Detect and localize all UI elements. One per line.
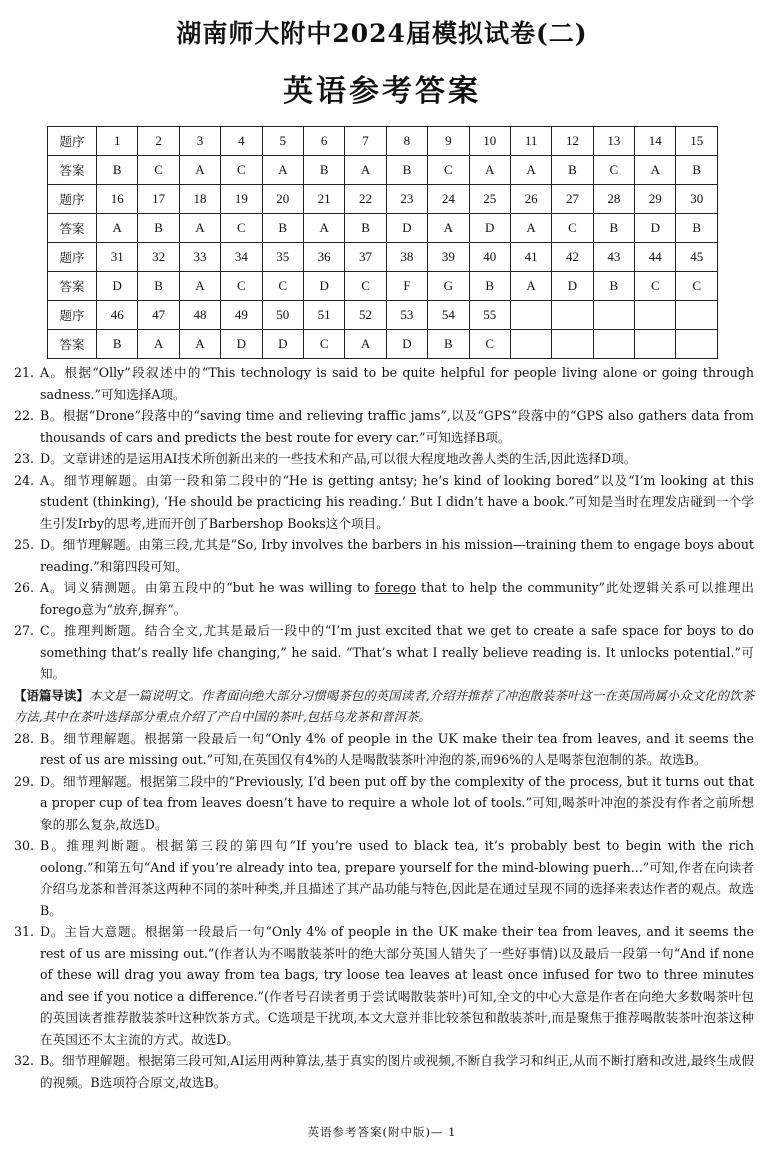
- question-number-cell: 49: [221, 301, 262, 330]
- question-number-cell: 19: [221, 185, 262, 214]
- answer-cell: D: [97, 272, 138, 301]
- answer-cell: [510, 330, 551, 359]
- row-label: 题序: [48, 243, 97, 272]
- question-number-cell: 2: [138, 127, 179, 156]
- question-number-cell: 37: [345, 243, 386, 272]
- answer-cell: G: [428, 272, 469, 301]
- question-number-cell: 13: [593, 127, 634, 156]
- explanation-28: [14, 728, 754, 771]
- answer-cell: B: [469, 272, 510, 301]
- row-label: 答案: [48, 272, 97, 301]
- item-number: 31.: [14, 924, 35, 939]
- answer-cell: B: [138, 272, 179, 301]
- question-number-row: [48, 127, 718, 156]
- answer-cell: B: [138, 214, 179, 243]
- question-number-cell: 55: [469, 301, 510, 330]
- answer-cell: A: [97, 214, 138, 243]
- item-number: 22.: [14, 408, 35, 423]
- item-number: 28.: [14, 730, 35, 746]
- answer-cell: C: [469, 330, 510, 359]
- question-number-cell: 27: [552, 185, 593, 214]
- question-number-cell: [552, 301, 593, 330]
- answer-cell: A: [469, 156, 510, 185]
- answer-cell: B: [97, 330, 138, 359]
- answer-row: [48, 214, 718, 243]
- answer-cell: [676, 330, 718, 359]
- item-text: B。根据“Drone”段落中的“saving time and relieving traffic jams”,以及“GPS”段落中的“GPS also gathers data from thousands of cars and predicts the best route for every car.”可知选择B项。: [40, 408, 754, 445]
- question-number-row: [48, 243, 718, 272]
- answer-cell: B: [552, 156, 593, 185]
- question-number-cell: 40: [469, 243, 510, 272]
- question-number-cell: 51: [303, 301, 344, 330]
- answer-cell: A: [138, 330, 179, 359]
- item-number: 21.: [14, 365, 35, 380]
- question-number-cell: 39: [428, 243, 469, 272]
- question-number-cell: 11: [510, 127, 551, 156]
- item-number: 26.: [14, 580, 35, 595]
- answer-cell: A: [428, 214, 469, 243]
- question-number-cell: 1: [97, 127, 138, 156]
- explanations: [14, 362, 754, 1093]
- answer-cell: A: [510, 156, 551, 185]
- row-label: 答案: [48, 156, 97, 185]
- question-number-cell: 47: [138, 301, 179, 330]
- answer-cell: D: [552, 272, 593, 301]
- question-number-cell: 23: [386, 185, 427, 214]
- answer-cell: B: [262, 214, 303, 243]
- question-number-cell: 22: [345, 185, 386, 214]
- question-number-cell: [510, 301, 551, 330]
- answer-cell: C: [345, 272, 386, 301]
- guide-text: 本文是一篇说明文。作者面向绝大部分习惯喝茶包的英国读者,介绍并推荐了冲泡散装茶叶这一在英国尚属小众文化的饮茶方法,其中在茶叶选择部分重点介绍了产自中国的茶叶,包括乌龙茶和普洱茶。: [14, 687, 754, 724]
- row-label: 题序: [48, 127, 97, 156]
- question-number-cell: 15: [676, 127, 718, 156]
- question-number-cell: 30: [676, 185, 718, 214]
- answer-cell: C: [593, 156, 634, 185]
- question-number-row: [48, 185, 718, 214]
- explanation-29: [14, 771, 754, 836]
- explanation-30: [14, 835, 754, 921]
- question-number-cell: 32: [138, 243, 179, 272]
- question-number-cell: 36: [303, 243, 344, 272]
- item-text: D。细节理解题。由第三段,尤其是“So, Irby involves the barbers in his mission—training them to engage boys about reading.”和第四段可知。: [40, 537, 754, 574]
- question-number-cell: 29: [635, 185, 676, 214]
- question-number-cell: 46: [97, 301, 138, 330]
- answer-cell: D: [303, 272, 344, 301]
- question-number-cell: [593, 301, 634, 330]
- page-title: 湖南师大附中2024届模拟试卷(二): [176, 19, 588, 48]
- answer-cell: [635, 330, 676, 359]
- item-text: A。细节理解题。由第一段和第二段中的“He is getting antsy; he’s kind of looking bored”以及“I’m looking at this student (thinking), ‘He should be practicing his reading.’ But I didn’t have a book.”可知是当时在理发店碰到一个学生引发Irby的思考,进而开创了Barbershop Books这个项目。: [40, 472, 754, 531]
- answer-table: [47, 126, 718, 359]
- answer-cell: B: [428, 330, 469, 359]
- question-number-cell: 44: [635, 243, 676, 272]
- item-number: 27.: [14, 623, 35, 638]
- answer-cell: D: [262, 330, 303, 359]
- item-number: 23.: [14, 451, 35, 466]
- answer-cell: A: [510, 272, 551, 301]
- question-number-cell: [676, 301, 718, 330]
- question-number-cell: 54: [428, 301, 469, 330]
- answer-cell: C: [635, 272, 676, 301]
- question-number-cell: 16: [97, 185, 138, 214]
- answer-cell: C: [138, 156, 179, 185]
- answer-cell: A: [303, 214, 344, 243]
- item-number: 30.: [14, 838, 35, 853]
- question-number-cell: 3: [179, 127, 220, 156]
- question-number-cell: 53: [386, 301, 427, 330]
- answer-cell: B: [593, 272, 634, 301]
- answer-cell: A: [345, 156, 386, 185]
- answer-cell: C: [221, 156, 262, 185]
- answer-cell: [593, 330, 634, 359]
- item-number: 32.: [14, 1053, 35, 1068]
- item-text-before: A。词义猜测题。由第五段中的“but he was willing to: [40, 580, 375, 595]
- answer-cell: D: [635, 214, 676, 243]
- answer-cell: A: [179, 272, 220, 301]
- row-label: 答案: [48, 214, 97, 243]
- answer-cell: [552, 330, 593, 359]
- question-number-cell: 20: [262, 185, 303, 214]
- answer-cell: A: [510, 214, 551, 243]
- guide-tag: 【语篇导读】: [14, 687, 89, 703]
- answer-cell: D: [386, 214, 427, 243]
- explanation-21: [14, 362, 754, 405]
- answer-cell: C: [676, 272, 718, 301]
- item-text: B。细节理解题。根据第一段最后一句“Only 4% of people in the UK make their tea from leaves, and it seems the rest of us are missing out.”可知,在英国仅有4%的人是喝散装茶叶冲泡的茶,而96%的人是喝茶包泡制的茶。故选B。: [40, 730, 754, 767]
- passage-guide: [14, 685, 754, 728]
- question-number-cell: 14: [635, 127, 676, 156]
- answer-cell: A: [262, 156, 303, 185]
- question-number-cell: 5: [262, 127, 303, 156]
- question-number-cell: 25: [469, 185, 510, 214]
- explanation-26: [14, 577, 754, 620]
- underlined-word: forego: [374, 580, 417, 595]
- answer-cell: A: [179, 156, 220, 185]
- answer-cell: B: [345, 214, 386, 243]
- question-number-row: [48, 301, 718, 330]
- answer-cell: B: [676, 214, 718, 243]
- question-number-cell: 34: [221, 243, 262, 272]
- question-number-cell: 35: [262, 243, 303, 272]
- item-text: C。推理判断题。结合全文,尤其是最后一段中的“I’m just excited that we get to create a safe space for boys to do something that’s really life changing,” he said. “That’s what I really believe reading is. It unlocks potential.”可知。: [40, 623, 754, 681]
- answer-cell: B: [303, 156, 344, 185]
- answer-cell: C: [428, 156, 469, 185]
- answer-cell: F: [386, 272, 427, 301]
- item-number: 29.: [14, 773, 35, 789]
- item-text-after: that to help the community”此处逻辑关系可以推理出forego意为“放弃,摒弃”。: [40, 580, 754, 617]
- explanation-31: [14, 921, 754, 1050]
- answer-row: [48, 272, 718, 301]
- item-number: 24.: [14, 472, 35, 488]
- answer-cell: A: [179, 214, 220, 243]
- question-number-cell: 50: [262, 301, 303, 330]
- answer-cell: D: [221, 330, 262, 359]
- question-number-cell: [635, 301, 676, 330]
- question-number-cell: 8: [386, 127, 427, 156]
- question-number-cell: 6: [303, 127, 344, 156]
- item-text: D。文章讲述的是运用AI技术所创新出来的一些技术和产品,可以很大程度地改善人类的生活,因此选择D项。: [40, 451, 637, 466]
- answer-row: [48, 330, 718, 359]
- row-label: 题序: [48, 301, 97, 330]
- question-number-cell: 42: [552, 243, 593, 272]
- answer-cell: B: [593, 214, 634, 243]
- answer-cell: C: [221, 272, 262, 301]
- item-text: D。主旨大意题。根据第一段最后一句“Only 4% of people in the UK make their tea from leaves, and it seems the rest of us are missing out.”(作者认为不喝散装茶叶的绝大部分英国人错失了一些好事情)以及最后一段第一句“And if none of these will drag you away from tea bags, try loose tea leaves at least once infused for two to three minutes and see if you notice a difference.”(作者号召读者勇于尝试喝散装茶叶)可知,全文的中心大意是作者在向绝大多数喝茶叶包的英国读者推荐散装茶叶这种饮茶方式。C选项是干扰项,本文大意并非比较茶包和散装茶叶,而是聚焦于推荐喝散装茶叶泡茶这种在英国还不太主流的方式。故选D。: [40, 924, 754, 1047]
- question-number-cell: 17: [138, 185, 179, 214]
- answer-cell: D: [386, 330, 427, 359]
- question-number-cell: 43: [593, 243, 634, 272]
- item-text: A。根据“Olly”段叙述中的“This technology is said to be quite helpful for people living alone or going through sadness.”可知选择A项。: [40, 365, 754, 402]
- answer-cell: C: [221, 214, 262, 243]
- question-number-cell: 38: [386, 243, 427, 272]
- answer-cell: C: [552, 214, 593, 243]
- explanation-27: [14, 620, 754, 685]
- question-number-cell: 52: [345, 301, 386, 330]
- question-number-cell: 45: [676, 243, 718, 272]
- question-number-cell: 31: [97, 243, 138, 272]
- explanation-24: [14, 470, 754, 535]
- answer-cell: A: [179, 330, 220, 359]
- answer-row: [48, 156, 718, 185]
- answer-cell: B: [386, 156, 427, 185]
- item-text: D。细节理解题。根据第二段中的“Previously, I’d been put off by the complexity of the process, but it turns out that a proper cup of tea from leaves doesn’t have to require a whole lot of tools.”可知,喝茶叶冲泡的茶没有作者之前所想象的那么复杂,故选D。: [40, 773, 754, 832]
- page-subtitle: 英语参考答案: [283, 74, 481, 109]
- question-number-cell: 10: [469, 127, 510, 156]
- answer-cell: D: [469, 214, 510, 243]
- answer-cell: C: [262, 272, 303, 301]
- answer-cell: C: [303, 330, 344, 359]
- item-text: B。细节理解题。根据第三段可知,AI运用两种算法,基于真实的图片或视频,不断自我学习和纠正,从而不断打磨和改进,最终生成假的视频。B选项符合原文,故选B。: [40, 1053, 754, 1090]
- question-number-cell: 4: [221, 127, 262, 156]
- question-number-cell: 18: [179, 185, 220, 214]
- explanation-23: [14, 448, 754, 470]
- question-number-cell: 48: [179, 301, 220, 330]
- question-number-cell: 9: [428, 127, 469, 156]
- answer-cell: A: [345, 330, 386, 359]
- question-number-cell: 41: [510, 243, 551, 272]
- item-number: 25.: [14, 537, 35, 552]
- row-label: 题序: [48, 185, 97, 214]
- question-number-cell: 7: [345, 127, 386, 156]
- page-footer: 英语参考答案(附中版)— 1: [307, 1125, 457, 1139]
- explanation-22: [14, 405, 754, 448]
- question-number-cell: 21: [303, 185, 344, 214]
- answer-cell: B: [97, 156, 138, 185]
- question-number-cell: 24: [428, 185, 469, 214]
- explanation-25: [14, 534, 754, 577]
- row-label: 答案: [48, 330, 97, 359]
- question-number-cell: 33: [179, 243, 220, 272]
- explanation-32: [14, 1050, 754, 1093]
- answer-cell: A: [635, 156, 676, 185]
- question-number-cell: 26: [510, 185, 551, 214]
- answer-cell: B: [676, 156, 718, 185]
- question-number-cell: 28: [593, 185, 634, 214]
- question-number-cell: 12: [552, 127, 593, 156]
- item-text: B。推理判断题。根据第三段的第四句“If you’re used to black tea, it’s probably best to begin with the rich oolong.”和第五句“And if you’re already into tea, prepare yourself for the mind-blowing puerh...”可知,作者在向读者介绍乌龙茶和普洱茶这两种不同的茶叶种类,并且描述了其产品功能与特色,因此是在通过呈现不同的选择来表达作者的观点。故选B。: [40, 838, 754, 918]
